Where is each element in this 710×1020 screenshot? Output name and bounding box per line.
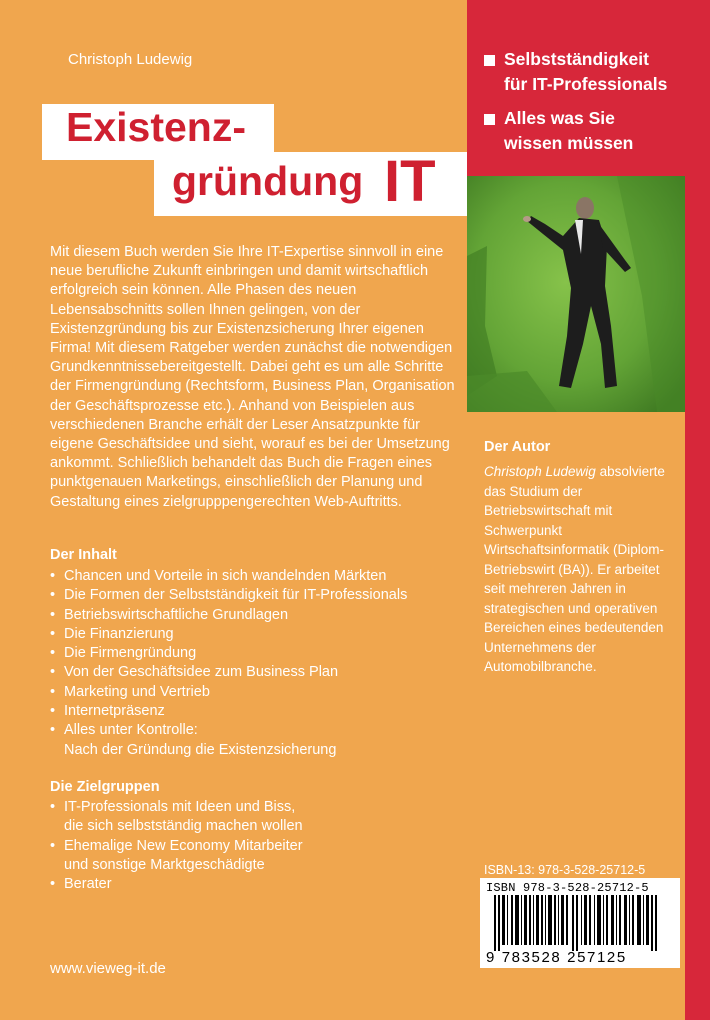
list-item: • Alles unter Kontrolle: Nach der Gründung die Existenzsicherung — [50, 721, 455, 760]
title-line-2: gründung — [172, 158, 364, 204]
list-item: • Berater — [50, 875, 455, 894]
list-item: • Betriebswirtschaftliche Grundlagen — [50, 606, 455, 625]
tagline-1-line1: Selbstständigkeit — [504, 49, 649, 69]
barcode-digits: 9 783528 257125 — [486, 949, 627, 966]
autor-heading: Der Autor — [484, 439, 551, 455]
list-item: • Die Firmengründung — [50, 644, 455, 663]
tagline-2-line1: Alles was Sie — [504, 108, 615, 128]
tagline-1 — [484, 47, 667, 97]
barcode-isbn-text: ISBN 978-3-528-25712-5 — [486, 881, 649, 895]
tagline-2-line2: wissen müssen — [504, 133, 634, 153]
isbn-label: ISBN-13: 978-3-528-25712-5 — [484, 863, 646, 877]
tagline-2 — [484, 106, 633, 156]
author-name: Christoph Ludewig — [68, 51, 193, 68]
list-item: • Die Formen der Selbstständigkeit für IT-Professionals — [50, 586, 455, 605]
author-photo — [467, 176, 685, 412]
list-item: • Ehemalige New Economy Mitarbeiter und sonstige Marktgeschädigte — [50, 837, 455, 876]
list-item: • Chancen und Vorteile in sich wandelnden Märkten — [50, 567, 455, 586]
barcode — [480, 878, 680, 968]
zielgruppen-heading: Die Zielgruppen — [50, 779, 160, 795]
list-item: • Von der Geschäftsidee zum Business Plan — [50, 663, 455, 682]
tagline-1-line2: für IT-Professionals — [504, 74, 668, 94]
list-item: • Internetpräsenz — [50, 702, 455, 721]
autor-bio-text: absolvierte das Studium der Betriebswirtschaft mit Schwerpunkt Wirtschaftsinformatik (Diplom-Betriebswirt (BA)). Er arbeitet seit mehreren Jahren in strategischen und operativen Bereichen eines bedeutenden Unternehmens der Automobilbranche. — [484, 464, 665, 674]
title-it: IT — [384, 149, 436, 214]
bullet-square-icon — [484, 55, 495, 66]
autor-bio — [484, 462, 680, 677]
list-item: • Die Finanzierung — [50, 625, 455, 644]
inhalt-heading: Der Inhalt — [50, 547, 117, 563]
description-paragraph — [50, 243, 455, 512]
autor-bio-name: Christoph Ludewig — [484, 464, 596, 479]
publisher-url[interactable]: www.vieweg-it.de — [50, 960, 166, 977]
zielgruppen-list — [50, 798, 455, 894]
title-line-1: Existenz- — [66, 104, 246, 150]
list-item: • IT-Professionals mit Ideen und Biss, die sich selbstständig machen wollen — [50, 798, 455, 837]
description-text: Mit diesem Buch werden Sie Ihre IT-Expertise sinnvoll in eine neue berufliche Zukunft einbringen und damit wirtschaftlich erfolgreich sein können. Alle Phasen des neuen Lebensabschnitts sollen Ihnen gelingen, von der Existenzgründung bis zur Existenzsicherung Ihrer eigenen Firma! Mit diesem Ratgeber werden zunächst die notwendigen Grundkenntnissebereitgestellt. Dabei geht es um alle Schritte der Firmengründung (Rechtsform, Business Plan, Organisation der Geschäftsprozesse etc.). Anhand von Beispielen aus verschiedenen Branche erhält der Leser Ansatzpunkte für eigene Geschäftsidee und sieht, worauf es bei der Umsetzung ankommt. Schließlich behandelt das Buch die Fragen eines punktgenauen Marketings, einschließlich der Planung und Gestaltung eines zielgrupppengerechten Web-Auftritts. — [50, 244, 455, 510]
bullet-square-icon — [484, 114, 495, 125]
inhalt-list — [50, 567, 455, 760]
barcode-bars-icon — [486, 895, 674, 951]
list-item: • Marketing und Vertrieb — [50, 683, 455, 702]
